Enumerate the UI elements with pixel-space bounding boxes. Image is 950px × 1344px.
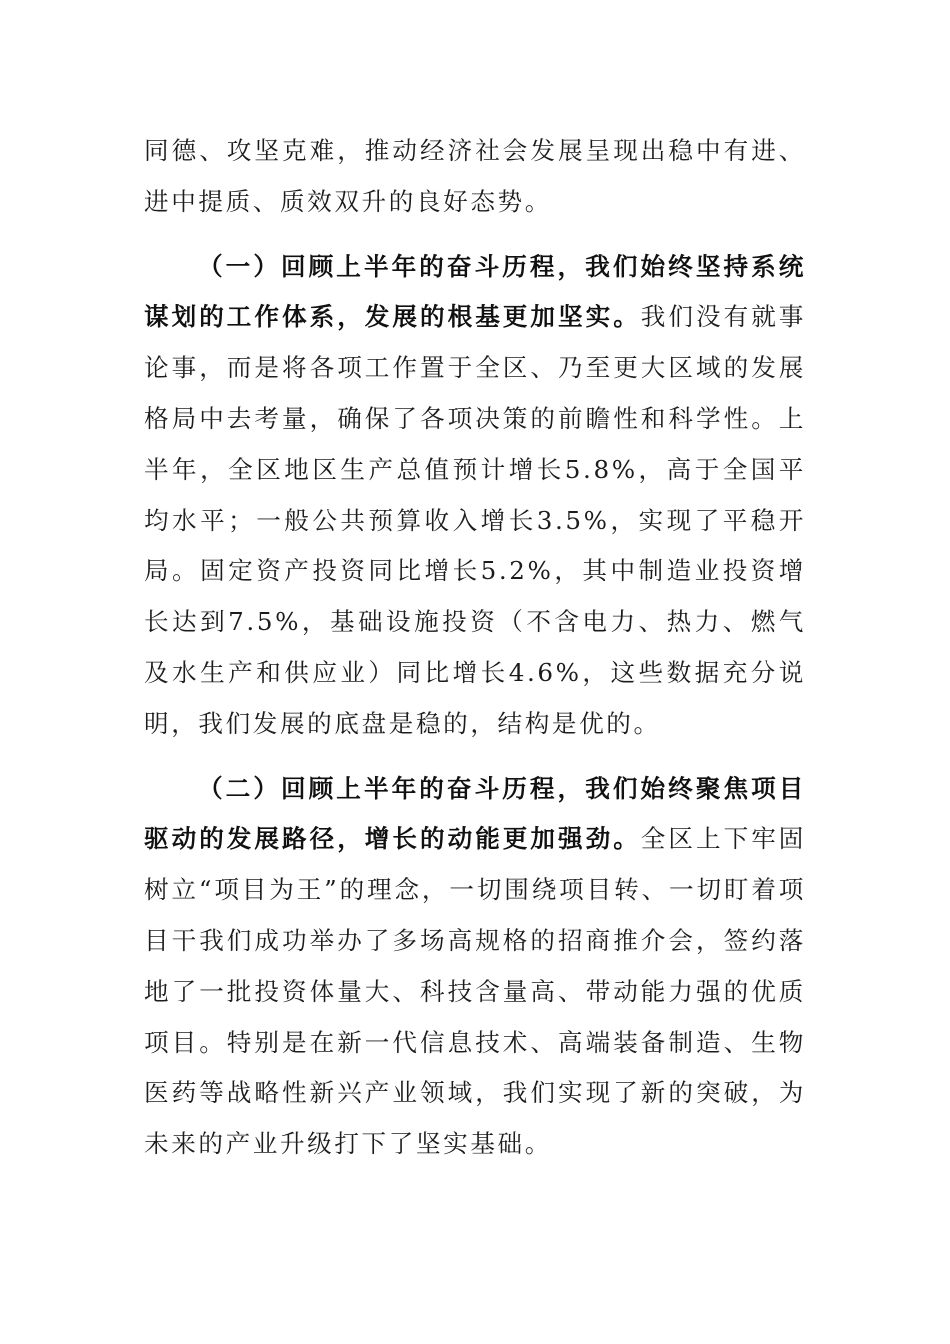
section-heading: （一）回顾上半年的奋斗历程，我们始终坚持系统谋划的工作体系，发展的根基更加坚实。 [144, 251, 806, 332]
paragraph-continuation [144, 126, 806, 228]
paragraph-section-1 [144, 242, 806, 750]
document-body [144, 126, 806, 1184]
section-heading: （二）回顾上半年的奋斗历程，我们始终聚焦项目驱动的发展路径，增长的动能更加强劲。 [144, 773, 806, 854]
paragraph-text: 同德、攻坚克难，推动经济社会发展呈现出稳中有进、进中提质、质效双升的良好态势。 [144, 136, 806, 216]
paragraph-text: 全区上下牢固树立“项目为王”的理念，一切围绕项目转、一切盯着项目干我们成功举办了多场高规格的招商推介会，签约落地了一批投资体量大、科技含量高、带动能力强的优质项目。特别是在新一代信息技术、高端装备制造、生物医药等战略性新兴产业领域，我们实现了新的突破，为未来的产业升级打下了坚实基础。 [144, 824, 806, 1159]
paragraph-text: 我们没有就事论事，而是将各项工作置于全区、乃至更大区域的发展格局中去考量，确保了各项决策的前瞻性和科学性。上半年，全区地区生产总值预计增长5.8%，高于全国平均水平；一般公共预算收入增长3.5%，实现了平稳开局。固定资产投资同比增长5.2%，其中制造业投资增长达到7.5%，基础设施投资（不含电力、热力、燃气及水生产和供应业）同比增长4.6%，这些数据充分说明，我们发展的底盘是稳的，结构是优的。 [144, 302, 806, 738]
paragraph-section-2 [144, 764, 806, 1170]
